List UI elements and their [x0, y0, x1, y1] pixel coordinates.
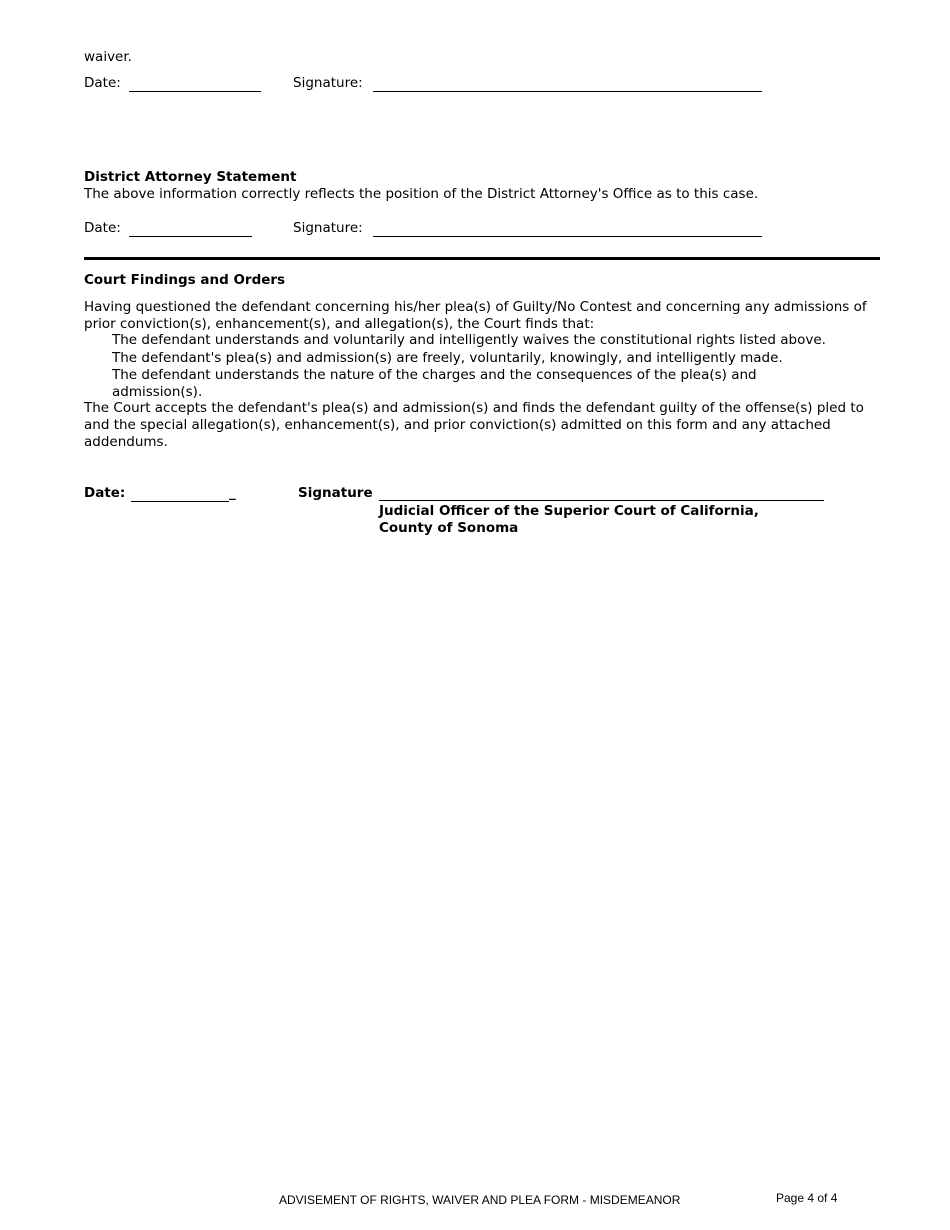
defendant-signature-line[interactable]	[373, 91, 762, 92]
court-finding-3: The defendant understands the nature of the charges and the consequences of the plea(s) and admission(s).	[112, 367, 757, 400]
da-date-line[interactable]	[129, 236, 252, 237]
waiver-text-tail: waiver.	[84, 49, 132, 65]
court-findings-intro: Having questioned the defendant concerning his/her plea(s) of Guilty/No Contest and concerning any admissions of prior conviction(s), enhancement(s), and allegation(s), the Court finds that:	[84, 299, 867, 332]
da-signature-line[interactable]	[373, 236, 762, 237]
da-signature-label: Signature:	[293, 220, 363, 236]
defendant-date-label: Date:	[84, 75, 121, 91]
defendant-date-line[interactable]	[129, 91, 261, 92]
court-signature-line[interactable]	[379, 500, 824, 501]
da-date-label: Date:	[84, 220, 121, 236]
da-statement-text: The above information correctly reflects the position of the District Attorney's Office as to this case.	[84, 186, 759, 202]
court-date-line[interactable]	[131, 501, 229, 502]
court-finding-2: The defendant's plea(s) and admission(s) are freely, voluntarily, knowingly, and intelligently made.	[112, 350, 783, 366]
section-divider	[84, 257, 880, 260]
footer-page-number: Page 4 of 4	[776, 1191, 838, 1205]
judicial-officer-title: Judicial Officer of the Superior Court of California,	[379, 503, 759, 519]
judicial-officer-county: County of Sonoma	[379, 520, 519, 536]
da-statement-heading: District Attorney Statement	[84, 169, 297, 185]
court-signature-label: Signature	[298, 485, 373, 501]
court-finding-1: The defendant understands and voluntarily and intelligently waives the constitutional rights listed above.	[112, 332, 826, 348]
defendant-signature-label: Signature:	[293, 75, 363, 91]
court-findings-heading: Court Findings and Orders	[84, 272, 286, 288]
court-conclusion: The Court accepts the defendant's plea(s) and admission(s) and finds the defendant guilty of the offense(s) pled to and the special allegation(s), enhancement(s), and prior conviction(s) admitted on this form and any attached addendums.	[84, 400, 864, 450]
court-date-label: Date:	[84, 485, 126, 501]
footer-form-title: ADVISEMENT OF RIGHTS, WAIVER AND PLEA FORM - MISDEMEANOR	[279, 1193, 681, 1207]
court-date-tail: _	[229, 485, 236, 501]
